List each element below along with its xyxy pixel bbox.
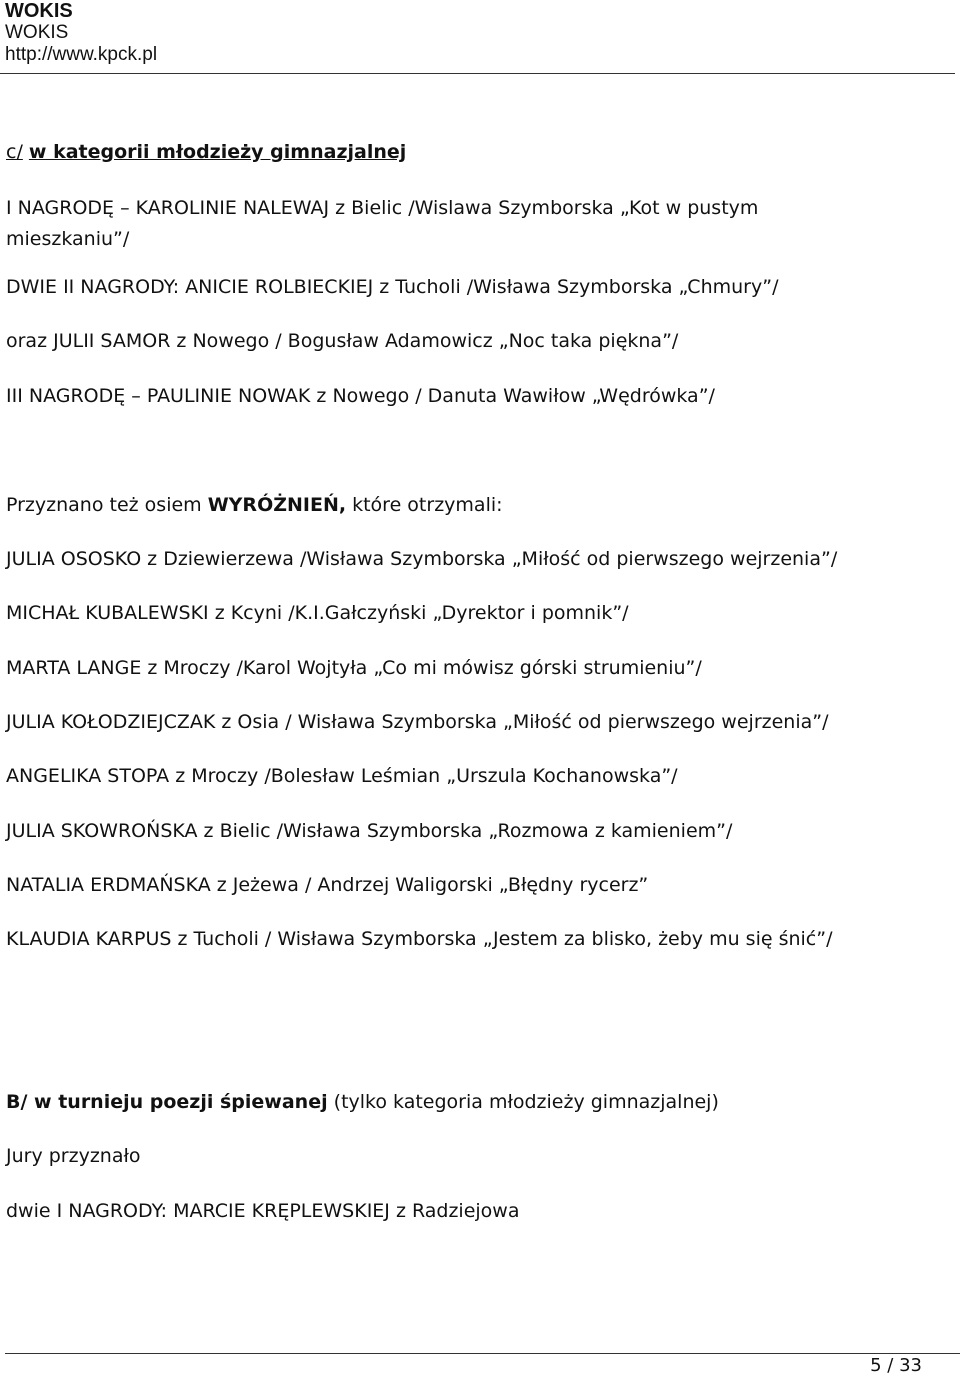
prize-second-b: oraz JULII SAMOR z Nowego / Bogusław Adamowicz „Noc taka piękna”/ [6, 330, 679, 352]
section-b-note: (tylko kategoria młodzieży gimnazjalnej) [333, 1091, 719, 1113]
distinctions-intro-bold: WYRÓŻNIEŃ, [207, 494, 347, 516]
section-b-first-prize: dwie I NAGRODY: MARCIE KRĘPLEWSKIEJ z Radziejowa [6, 1200, 520, 1222]
page-number: 5 / 33 [870, 1355, 922, 1376]
distinction-item: JULIA OSOSKO z Dziewierzewa /Wisława Szymborska „Miłość od pierwszego wejrzenia”/ [6, 548, 838, 570]
distinction-item: KLAUDIA KARPUS z Tucholi / Wisława Szymborska „Jestem za blisko, żeby mu się śnić”/ [6, 928, 833, 950]
distinctions-intro-before: Przyznano też osiem [6, 494, 202, 516]
prize-second-a: DWIE II NAGRODY: ANICIE ROLBIECKIEJ z Tucholi /Wisława Szymborska „Chmury”/ [6, 276, 779, 298]
page-header [5, 0, 960, 66]
distinction-item: JULIA KOŁODZIEJCZAK z Osia / Wisława Szymborska „Miłość od pierwszego wejrzenia”/ [6, 711, 829, 733]
distinction-item: NATALIA ERDMAŃSKA z Jeżewa / Andrzej Waligorski „Błędny rycerz” [6, 874, 649, 896]
header-divider [0, 73, 955, 74]
jury-awarded: Jury przyznało [6, 1145, 141, 1167]
distinction-item: JULIA SKOWROŃSKA z Bielic /Wisława Szymborska „Rozmowa z kamieniem”/ [6, 820, 733, 842]
header-url[interactable]: http://www.kpck.pl [5, 44, 158, 65]
section-c-title: w kategorii młodzieży gimnazjalnej [28, 141, 407, 163]
header-subtitle: WOKIS [5, 22, 69, 43]
prize-first: I NAGRODĘ – KAROLINIE NALEWAJ z Bielic /Wislawa Szymborska „Kot w pustym mieszkaniu”/ [6, 197, 759, 250]
header-title: WOKIS [5, 0, 73, 22]
section-b-heading [6, 1089, 956, 1115]
distinction-item: MICHAŁ KUBALEWSKI z Kcyni /K.I.Gałczyński „Dyrektor i pomnik”/ [6, 602, 629, 624]
distinctions-intro-after: które otrzymali: [352, 494, 503, 516]
distinction-item: ANGELIKA STOPA z Mroczy /Bolesław Leśmian „Urszula Kochanowska”/ [6, 765, 678, 787]
footer-divider [5, 1353, 960, 1354]
section-b-title: B/ w turnieju poezji śpiewanej [6, 1091, 328, 1113]
section-c-prefix: c/ [6, 141, 23, 163]
prize-third: III NAGRODĘ – PAULINIE NOWAK z Nowego / Danuta Wawiłow „Wędrówka”/ [6, 385, 715, 407]
distinctions-intro [6, 492, 956, 518]
section-c-heading [6, 139, 956, 165]
distinction-item: MARTA LANGE z Mroczy /Karol Wojtyła „Co mi mówisz górski strumieniu”/ [6, 657, 702, 679]
